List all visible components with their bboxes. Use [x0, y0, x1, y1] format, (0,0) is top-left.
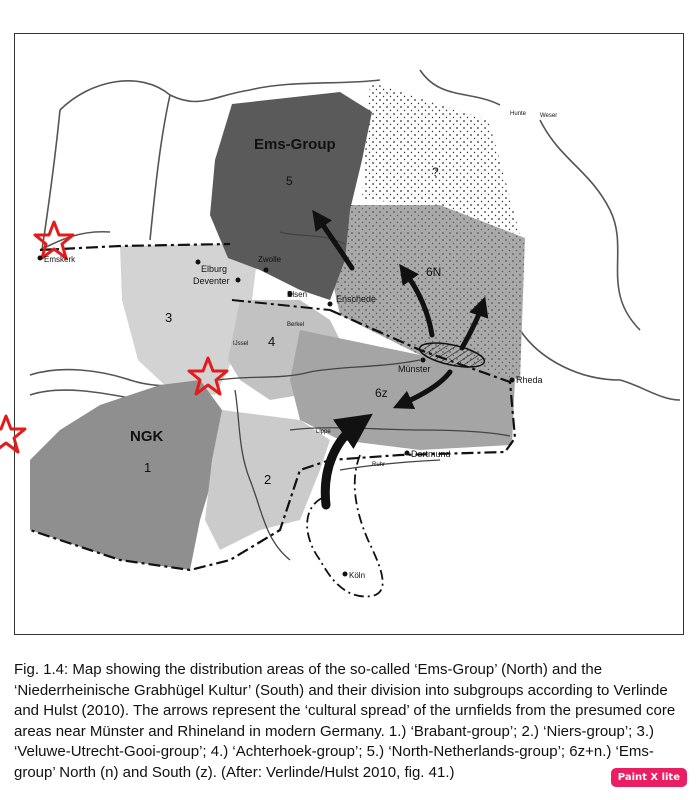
river-hunte: Hunte	[510, 111, 527, 117]
place-dortmund: Dortmund	[411, 449, 451, 459]
group-6z-label: 6z	[375, 386, 388, 400]
group-3-label: 3	[165, 310, 173, 325]
place-elburg: Elburg	[201, 264, 228, 274]
place-elsen: Elsen	[287, 290, 308, 299]
river-lippe: Lippe	[316, 429, 331, 435]
river-berkel: Berkel	[287, 322, 305, 328]
group-2-label: 2	[264, 472, 272, 487]
group-1-label: 1	[144, 460, 152, 475]
river-ruhr: Ruhr	[372, 462, 386, 468]
river-ijssel: IJssel	[233, 341, 249, 347]
place-emskerk: Emskerk	[44, 255, 76, 264]
star-icon	[35, 222, 73, 258]
place-enschede: Enschede	[336, 294, 377, 304]
place-zwolle: Zwolle	[258, 255, 282, 264]
figure-caption: Fig. 1.4: Map showing the distribution areas of the so-called ‘Ems-Group’ (North) and the ‘Niederrheinische Grabhügel Kultur’ (South) and their division into subgroups according to Verlinde and Hulst (2010). The arrows represent the ‘cultural spread’ of the urnfields from the presumed core areas near Münster and Rhineland in modern Germany. 1.) ‘Brabant-group’; 2.) ‘Niers-group’; 3.) ‘Veluwe-Utrecht-Gooi-group’; 4.) ‘Achterhoek-group’; 5.) ‘North-Netherlands-group’; 6z+n.) ‘Ems-group’ North (n) and South (z). (After: Verlinde/Hulst 2010, fig. 41.)	[14, 661, 676, 781]
place-munster: Münster	[398, 364, 431, 374]
ngk-label: NGK	[130, 428, 164, 445]
place-deventer: Deventer	[193, 276, 230, 286]
river-weser: Weser	[540, 113, 558, 119]
app-watermark: Paint X lite	[611, 768, 687, 787]
ems-group-label: Ems-Group	[254, 136, 336, 153]
group-5-label: 5	[286, 174, 293, 188]
group-6n-label: 6N	[426, 265, 442, 279]
unknown-label: ?	[432, 165, 439, 179]
place-rheda: Rheda	[516, 375, 543, 385]
group-4-label: 4	[268, 334, 276, 349]
place-koln: Köln	[349, 571, 366, 580]
region-1-brabant	[30, 380, 222, 570]
star-icon	[0, 416, 25, 452]
